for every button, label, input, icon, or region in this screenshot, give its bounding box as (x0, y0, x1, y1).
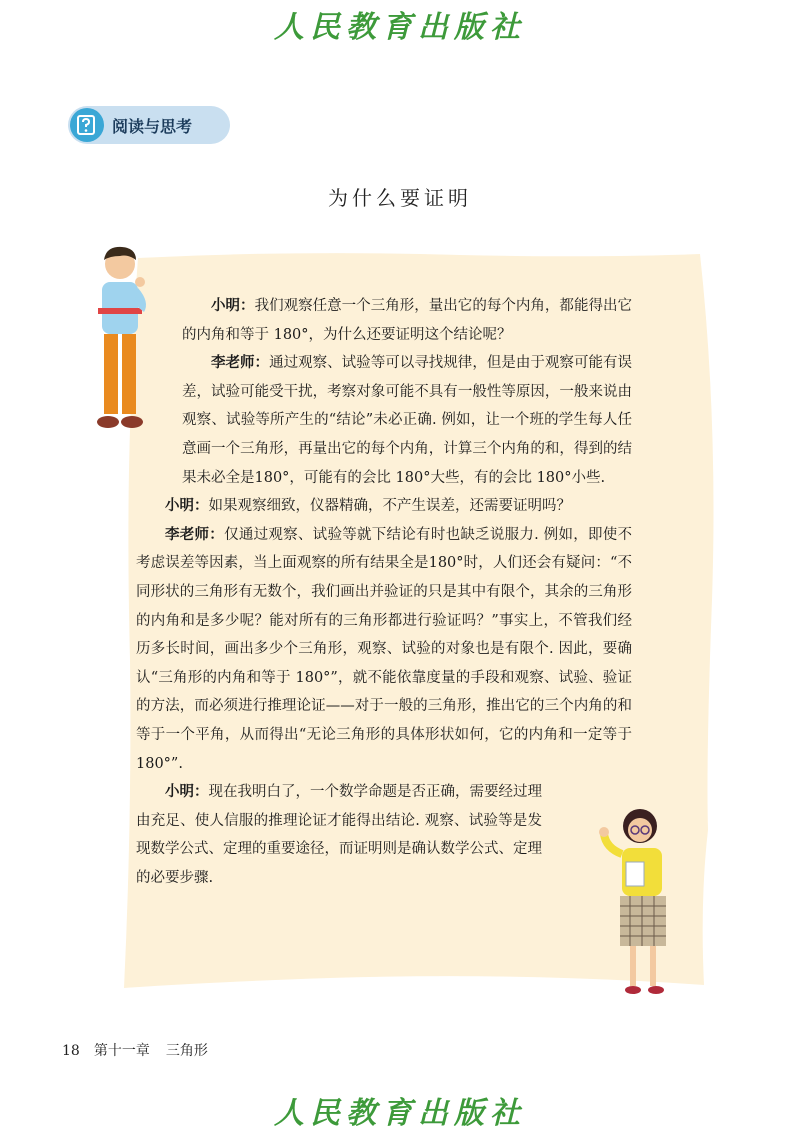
dialogue-line (136, 492, 632, 521)
speaker-label: 小明： (211, 298, 255, 314)
publisher-logo-bottom: 人民教育出版社 (274, 1096, 526, 1131)
dialogue-content: 如果观察细致，仪器精确，不产生误差，还需要证明吗？ (208, 498, 571, 515)
speaker-label: 小明： (165, 784, 209, 801)
page-number: 18 (62, 1043, 80, 1059)
speaker-label: 小明： (165, 498, 209, 515)
page-title: 为什么要证明 (328, 186, 472, 210)
dialogue-content: 我们观察任意一个三角形，量出它的每个内角，都能得出它的内角和等于 180°，为什么还要证明这个结论呢？ (182, 298, 633, 343)
chapter-label: 第十一章 (93, 1043, 150, 1059)
dialogue-line (136, 521, 632, 778)
dialogue-line (136, 292, 632, 349)
publisher-logo-top: 人民教育出版社 (274, 10, 526, 45)
dialogue-line (136, 349, 632, 492)
speaker-label: 李老师： (211, 355, 270, 372)
dialogue-text (136, 292, 632, 892)
dialogue-line (136, 778, 632, 892)
page-footer (62, 1040, 208, 1060)
boy-illustration (84, 242, 158, 442)
section-badge-label: 阅读与思考 (112, 117, 193, 136)
dialogue-content: 仅通过观察、试验等就下结论有时也缺乏说服力. 例如，即使不考虑误差等因素，当上面观察的所有结果全是180°时，人们还会有疑问：“不同形状的三角形有无数个，我们画出并验证的只是其中有限个，其余的三角形的内角和是多少呢？能对所有的三角形都进行验证吗？”事实上，不管我们经历多长时间，画出多少个三角形，观察、试验的对象也是有限个. 因此，要确认“三角形的内角和等于 180°”，就不能依靠度量的手段和观察、试验、验证的方法，而必须进行推理论证——对于一般的三角形，推出它的三个内角的和等于一个平角，从而得出“无论三角形的具体形状如何，它的内角和一定等于 180°”. (136, 526, 633, 772)
chapter-title: 三角形 (165, 1043, 208, 1059)
speaker-label: 李老师： (165, 526, 225, 543)
teacher-illustration (596, 800, 696, 1010)
dialogue-content: 通过观察、试验等可以寻找规律，但是由于观察可能有误差，试验可能受干扰，考察对象可能不具有一般性等原因，一般来说由观察、试验等所产生的“结论”未必正确. 例如，让一个班的学生每人任意画一个三角形，再量出它的每个内角，计算三个内角的和，得到的结果未必全是180°，可能有的会比 180°大些，有的会比 180°小些. (182, 355, 633, 486)
dialogue-content: 现在我明白了，一个数学命题是否正确，需要经过理由充足、使人信服的推理论证才能得出结论. 观察、试验等是发现数学公式、定理的重要途径，而证明则是确认数学公式、定理的必要步骤. (136, 784, 542, 886)
